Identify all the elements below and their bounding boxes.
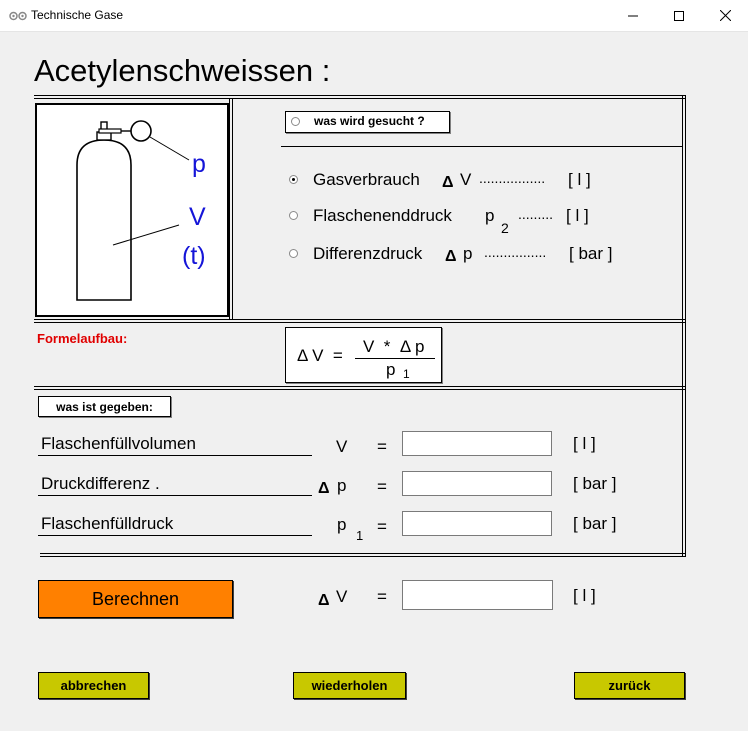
repeat-button[interactable]: wiederholen xyxy=(293,672,406,699)
pressure-diff-input[interactable] xyxy=(402,471,552,496)
fraction-bar xyxy=(355,358,435,359)
option-label: Gasverbrauch xyxy=(313,170,420,189)
option-unit: [ l ] xyxy=(568,170,591,189)
given-unit: [ l ] xyxy=(573,434,596,453)
formula-section-label: Formelaufbau: xyxy=(37,331,128,346)
given-section-label: was ist gegeben: xyxy=(38,396,171,417)
volume-input[interactable] xyxy=(402,431,552,456)
given-variable: p xyxy=(337,515,347,534)
option-gasverbrauch[interactable] xyxy=(289,168,679,192)
option-variable: p xyxy=(485,206,495,225)
window-title: Technische Gase xyxy=(31,8,124,22)
cylinder-illustration xyxy=(35,103,229,317)
option-dots: ................ xyxy=(484,244,547,260)
option-dots: ......... xyxy=(518,206,554,222)
back-button[interactable]: zurück xyxy=(574,672,685,699)
illustration-divider xyxy=(229,98,233,320)
fill-pressure-input[interactable] xyxy=(402,511,552,536)
given-subscript: 1 xyxy=(356,528,364,543)
title-bar xyxy=(0,0,748,32)
label-v: V xyxy=(189,203,206,231)
label-underline xyxy=(38,495,312,496)
result-unit: [ l ] xyxy=(573,586,596,605)
label-t: (t) xyxy=(182,242,206,270)
option-dots: ................. xyxy=(479,170,546,186)
frame-top-rule xyxy=(34,95,685,99)
given-bottom-rule xyxy=(40,553,685,557)
formula-lhs: Δ V = xyxy=(297,346,343,365)
page-title: Acetylenschweissen : xyxy=(34,53,331,88)
label-underline xyxy=(38,455,312,456)
equals-sign: = xyxy=(377,477,387,496)
label-p: p xyxy=(192,150,206,178)
formula-numerator: V * Δ p xyxy=(363,337,425,356)
sought-toggle-button[interactable] xyxy=(285,111,450,133)
given-unit: [ bar ] xyxy=(573,514,617,533)
maximize-icon xyxy=(674,11,684,21)
formula-denominator-sub: 1 xyxy=(403,367,410,381)
formula-top-rule xyxy=(34,319,685,323)
cancel-button[interactable]: abbrechen xyxy=(38,672,149,699)
given-variable: p xyxy=(337,476,347,495)
result-variable: V xyxy=(336,587,348,606)
option-label: Flaschenenddruck xyxy=(313,206,452,225)
formula-denominator: p xyxy=(386,360,396,379)
given-label-fill-pressure: Flaschenfülldruck xyxy=(41,514,174,533)
option-unit: [ bar ] xyxy=(569,244,613,263)
delta-symbol: Δ xyxy=(445,248,457,265)
frame-right-rule xyxy=(682,95,686,557)
given-variable: V xyxy=(336,437,348,456)
delta-symbol: Δ xyxy=(318,480,330,497)
option-variable: V xyxy=(460,170,472,189)
option-subscript: 2 xyxy=(501,220,509,236)
formula-display xyxy=(285,327,442,383)
option-radio-1[interactable] xyxy=(289,211,298,220)
close-icon xyxy=(720,10,731,21)
given-label-volume: Flaschenfüllvolumen xyxy=(41,434,196,453)
app-icon xyxy=(9,9,27,21)
equals-sign: = xyxy=(377,437,387,456)
option-radio-2[interactable] xyxy=(289,249,298,258)
result-output[interactable] xyxy=(402,580,553,610)
equals-sign: = xyxy=(377,517,387,536)
maximize-button[interactable] xyxy=(656,0,702,31)
minimize-button[interactable] xyxy=(610,0,656,31)
sought-toggle-radio[interactable] xyxy=(291,117,300,126)
option-differenzdruck[interactable] xyxy=(289,242,679,266)
calculate-button[interactable]: Berechnen xyxy=(38,580,233,618)
sought-toggle-label: was wird gesucht ? xyxy=(314,114,425,128)
delta-symbol: Δ xyxy=(318,592,330,609)
label-underline xyxy=(38,535,312,536)
close-button[interactable] xyxy=(702,0,748,31)
option-label: Differenzdruck xyxy=(313,244,423,263)
given-unit: [ bar ] xyxy=(573,474,617,493)
option-unit: [ l ] xyxy=(566,206,589,225)
option-flaschenenddruck[interactable] xyxy=(289,204,679,234)
option-variable: p xyxy=(463,244,473,263)
equals-sign: = xyxy=(377,587,387,606)
sought-divider xyxy=(281,146,683,147)
minimize-icon xyxy=(628,11,638,21)
option-radio-0[interactable] xyxy=(289,175,298,184)
delta-symbol: Δ xyxy=(442,174,454,191)
given-top-rule xyxy=(34,386,685,390)
given-label-pressure-diff: Druckdifferenz . xyxy=(41,474,160,493)
